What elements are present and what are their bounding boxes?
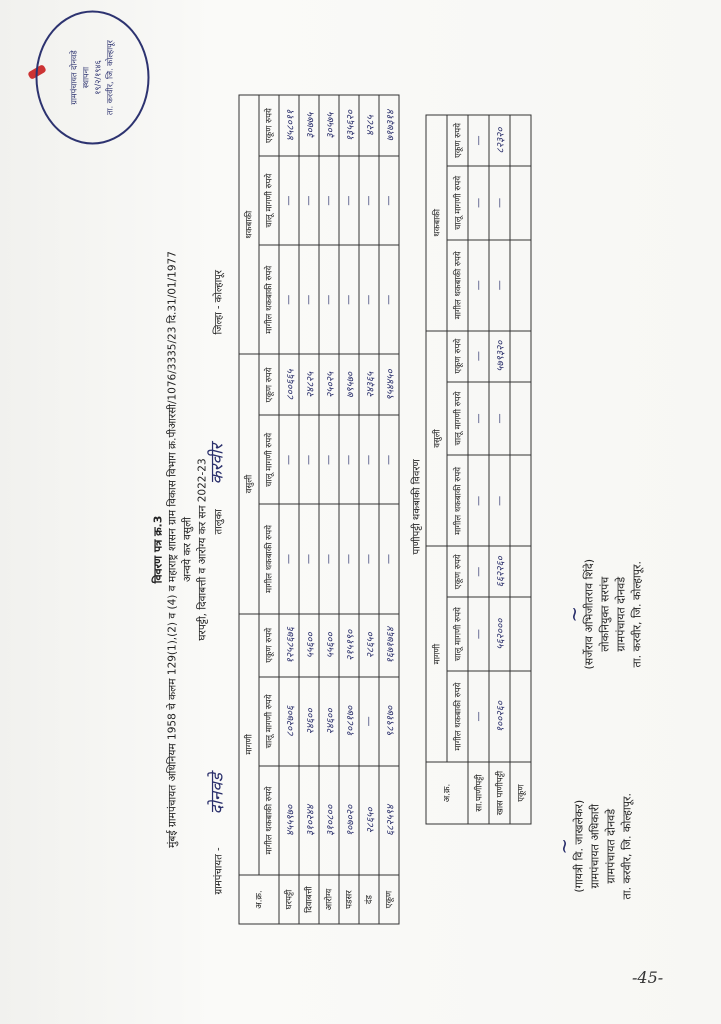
table-cell: — (468, 165, 489, 239)
table-cell: ९५४४५० (379, 354, 399, 415)
header-cell: एकूण रुपये (259, 354, 279, 415)
table-cell: — (489, 381, 510, 455)
district-label: जिल्हा - कोल्हापूर (213, 269, 224, 334)
table-row (279, 95, 299, 924)
gram-panchayat-seal (35, 10, 149, 144)
table-row (319, 95, 339, 924)
table-cell: — (299, 504, 319, 613)
seal-line: १९/२/१९४६ (93, 59, 102, 95)
table-cell (510, 115, 531, 166)
header-cell: एकूण रुपये (259, 95, 279, 156)
table-cell: २४३६५ (359, 354, 379, 415)
table-cell: — (489, 165, 510, 239)
water-tax-table-body (468, 115, 531, 824)
table-cell: ७९५७० (339, 354, 359, 415)
header-cell: चालू मागणी रुपये (447, 597, 468, 671)
table-row (468, 115, 489, 824)
header-cell: एकूण रुपये (447, 546, 468, 597)
seal-line: स्थापना (81, 66, 90, 88)
signatory-taluka: ता. करवीर, जि. कोल्हापूर. (620, 792, 633, 899)
header-cell: एकूण रुपये (447, 330, 468, 381)
header-cell: चालू मागणी रुपये (259, 676, 279, 765)
tax-table (238, 94, 399, 924)
table-cell: ८०२७०६ (279, 676, 299, 765)
row-label: एकूण (379, 875, 399, 924)
signatory-place: ग्रामपंचायत दोनवडे (614, 576, 627, 652)
signatory-name: (गायत्री वि. जाखलेकर) (572, 799, 585, 893)
seal-line: ता. करवीर, जि. कोल्हापूर (105, 39, 114, 115)
header-group-balance: थकबाकी (239, 95, 259, 354)
table-cell: ४२८५ (359, 95, 379, 156)
row-label: पडसर (339, 875, 359, 924)
page-number: -45- (632, 968, 664, 987)
row-label: सा.पाणीपट्टी (468, 762, 489, 824)
table-cell: — (379, 156, 399, 245)
table-cell: — (468, 239, 489, 330)
seal-line: ग्रामपंचायत दोनवडे (69, 49, 78, 105)
row-label: घरपट्टी (279, 875, 299, 924)
signature-block-sarpanch (561, 558, 645, 669)
table-cell: ८००६६५ (279, 354, 299, 415)
table-row (359, 95, 379, 924)
table-cell: १२५८६७६ (279, 613, 299, 676)
header-cell: मागील थकबाकी रुपये (447, 239, 468, 330)
row-label: एकूण (510, 762, 531, 824)
table-cell: ५६२००० (489, 597, 510, 671)
table-cell: ६६२२६० (489, 546, 510, 597)
water-tax-table (425, 114, 531, 824)
header-cell: चालू मागणी रुपये (259, 415, 279, 504)
taluka-label: तालुका (213, 508, 224, 534)
table-cell: ७१७३१४ (379, 95, 399, 156)
table-cell: २४६०० (299, 676, 319, 765)
gram-label: ग्रामपंचायत - (213, 846, 224, 894)
table-row (339, 95, 359, 924)
table-cell: २८६५० (359, 613, 379, 676)
table-cell: — (359, 156, 379, 245)
signatory-role: लोकनियुक्त सरपंच (598, 576, 611, 652)
table-cell: — (339, 415, 359, 504)
table-cell: — (319, 504, 339, 613)
header-cell: चालू मागणी रुपये (447, 381, 468, 455)
table-cell (510, 455, 531, 546)
table-cell (510, 330, 531, 381)
header-cell: अ.क्र. (239, 875, 279, 924)
table-cell (510, 671, 531, 762)
table-cell: ९८९१७० (379, 676, 399, 765)
header-cell: मागील थकबाकी रुपये (447, 455, 468, 546)
signature-scribble: ~ (561, 605, 585, 623)
header-cell: अ.क्र. (426, 762, 468, 824)
table-cell: २४८२५ (299, 354, 319, 415)
table-cell: — (489, 455, 510, 546)
table-cell: — (468, 330, 489, 381)
header-group-demand: मागणी (239, 613, 259, 874)
table-cell: — (319, 245, 339, 354)
signatory-name: (सर्जेराव अभिजीतराव शिंदे) (582, 558, 595, 669)
table-cell: — (359, 415, 379, 504)
table-header-row (259, 95, 279, 924)
header-cell: एकूण रुपये (259, 613, 279, 676)
signature-block-officer (551, 792, 635, 900)
header-cell: मागील थकबाकी रुपये (447, 671, 468, 762)
gram-value: दोनवडे (207, 772, 227, 814)
header-cell: एकूण रुपये (447, 115, 468, 166)
table-cell: — (279, 245, 299, 354)
table-cell: — (468, 597, 489, 671)
signatory-place: ग्रामपंचायत दोनवडे (604, 808, 617, 884)
table-cell: — (279, 504, 299, 613)
table-cell: २८६५० (359, 765, 379, 874)
table-cell: — (299, 415, 319, 504)
table-cell (510, 597, 531, 671)
act-reference: मुंबई ग्रामपंचायत अधिनियम 1958 चे कलम 129(1),(2) व (4) व महाराष्ट्र शासन ग्राम विकास विभाग क्र.पीआरसी/1076/3335/23 दि.31/01/1977 (166, 250, 178, 848)
header-group-balance: थकबाकी (426, 115, 447, 331)
table-cell: १०८१७० (339, 676, 359, 765)
table-header-row (447, 115, 468, 824)
signature-scribble: ~ (551, 837, 575, 855)
table-cell (510, 381, 531, 455)
table-cell: — (468, 546, 489, 597)
header-group-recovery: वसुली (239, 354, 259, 613)
table-row (510, 115, 531, 824)
table-cell: — (489, 239, 510, 330)
table-cell (510, 165, 531, 239)
table-cell: ४५५९७० (279, 765, 299, 874)
table-row (489, 115, 510, 824)
table-cell: — (468, 381, 489, 455)
table-cell: १०७०२० (339, 765, 359, 874)
table-cell: १६७१७६४ (379, 613, 399, 676)
header-cell: मागील थकबाकी रुपये (259, 504, 279, 613)
table-cell: ८२३२० (489, 115, 510, 166)
table-cell: — (339, 504, 359, 613)
table-cell: — (359, 245, 379, 354)
tax-table-body (279, 95, 399, 924)
table-cell: — (319, 156, 339, 245)
table-cell: २४६०० (319, 676, 339, 765)
table-cell: — (319, 415, 339, 504)
row-label: खास पाणीपट्टी (489, 762, 510, 824)
taluka-value: करवीर (207, 443, 227, 484)
table-cell: — (359, 504, 379, 613)
header-group-demand: मागणी (426, 546, 447, 762)
table-cell: ६८२५९४ (379, 765, 399, 874)
table-cell: — (299, 245, 319, 354)
header-cell: मागील थकबाकी रुपये (259, 245, 279, 354)
table-cell: — (279, 156, 299, 245)
table-header-group-row (239, 95, 259, 924)
table-cell: ३१०२४४ (299, 765, 319, 874)
table-cell: १३५६२० (339, 95, 359, 156)
table-cell: — (379, 245, 399, 354)
table-cell: — (279, 415, 299, 504)
table-header-group-row (426, 115, 447, 824)
table-cell: ५५६०० (299, 613, 319, 676)
water-tax-title: पाणीपट्टी थकबाकी विवरण (411, 458, 422, 554)
table-cell: — (379, 415, 399, 504)
title-block (150, 224, 210, 874)
table-cell: १००२६० (489, 671, 510, 762)
statement-heading: विवरण पत्र क्र.3 (151, 515, 164, 583)
table-cell: — (339, 156, 359, 245)
subject-line: अन्वये कर वसुली (181, 516, 193, 582)
tax-line: घरपट्टी, दिवाबत्ती व आरोग्य कर सन 2022-23 (196, 457, 208, 641)
table-row (379, 95, 399, 924)
table-cell: — (468, 671, 489, 762)
table-row (299, 95, 319, 924)
table-cell: ५५६०० (319, 613, 339, 676)
header-group-recovery: वसुली (426, 330, 447, 546)
row-label: दिवाबत्ती (299, 875, 319, 924)
table-cell: ३१०८०० (319, 765, 339, 874)
header-cell: चालू मागणी रुपये (259, 156, 279, 245)
table-cell: — (379, 504, 399, 613)
table-cell: — (359, 676, 379, 765)
table-cell: ३०७७५ (299, 95, 319, 156)
header-cell: चालू मागणी रुपये (447, 165, 468, 239)
table-cell: — (468, 115, 489, 166)
row-label: दंड (359, 875, 379, 924)
table-cell: — (339, 245, 359, 354)
table-cell (510, 239, 531, 330)
signatory-role: ग्रामपंचायत अधिकारी (588, 803, 601, 889)
table-cell: ५७९३२० (489, 330, 510, 381)
table-cell: — (299, 156, 319, 245)
table-cell: ४५८०११ (279, 95, 299, 156)
table-cell: २५०२५ (319, 354, 339, 415)
row-label: आरोग्य (319, 875, 339, 924)
table-cell: ३०५७५ (319, 95, 339, 156)
signatory-taluka: ता. करवीर, जि. कोल्हापूर. (630, 560, 643, 667)
header-cell: मागील थकबाकी रुपये (259, 765, 279, 874)
table-cell: — (468, 455, 489, 546)
table-cell: २१५१९० (339, 613, 359, 676)
table-cell (510, 546, 531, 597)
meta-row (204, 134, 228, 954)
